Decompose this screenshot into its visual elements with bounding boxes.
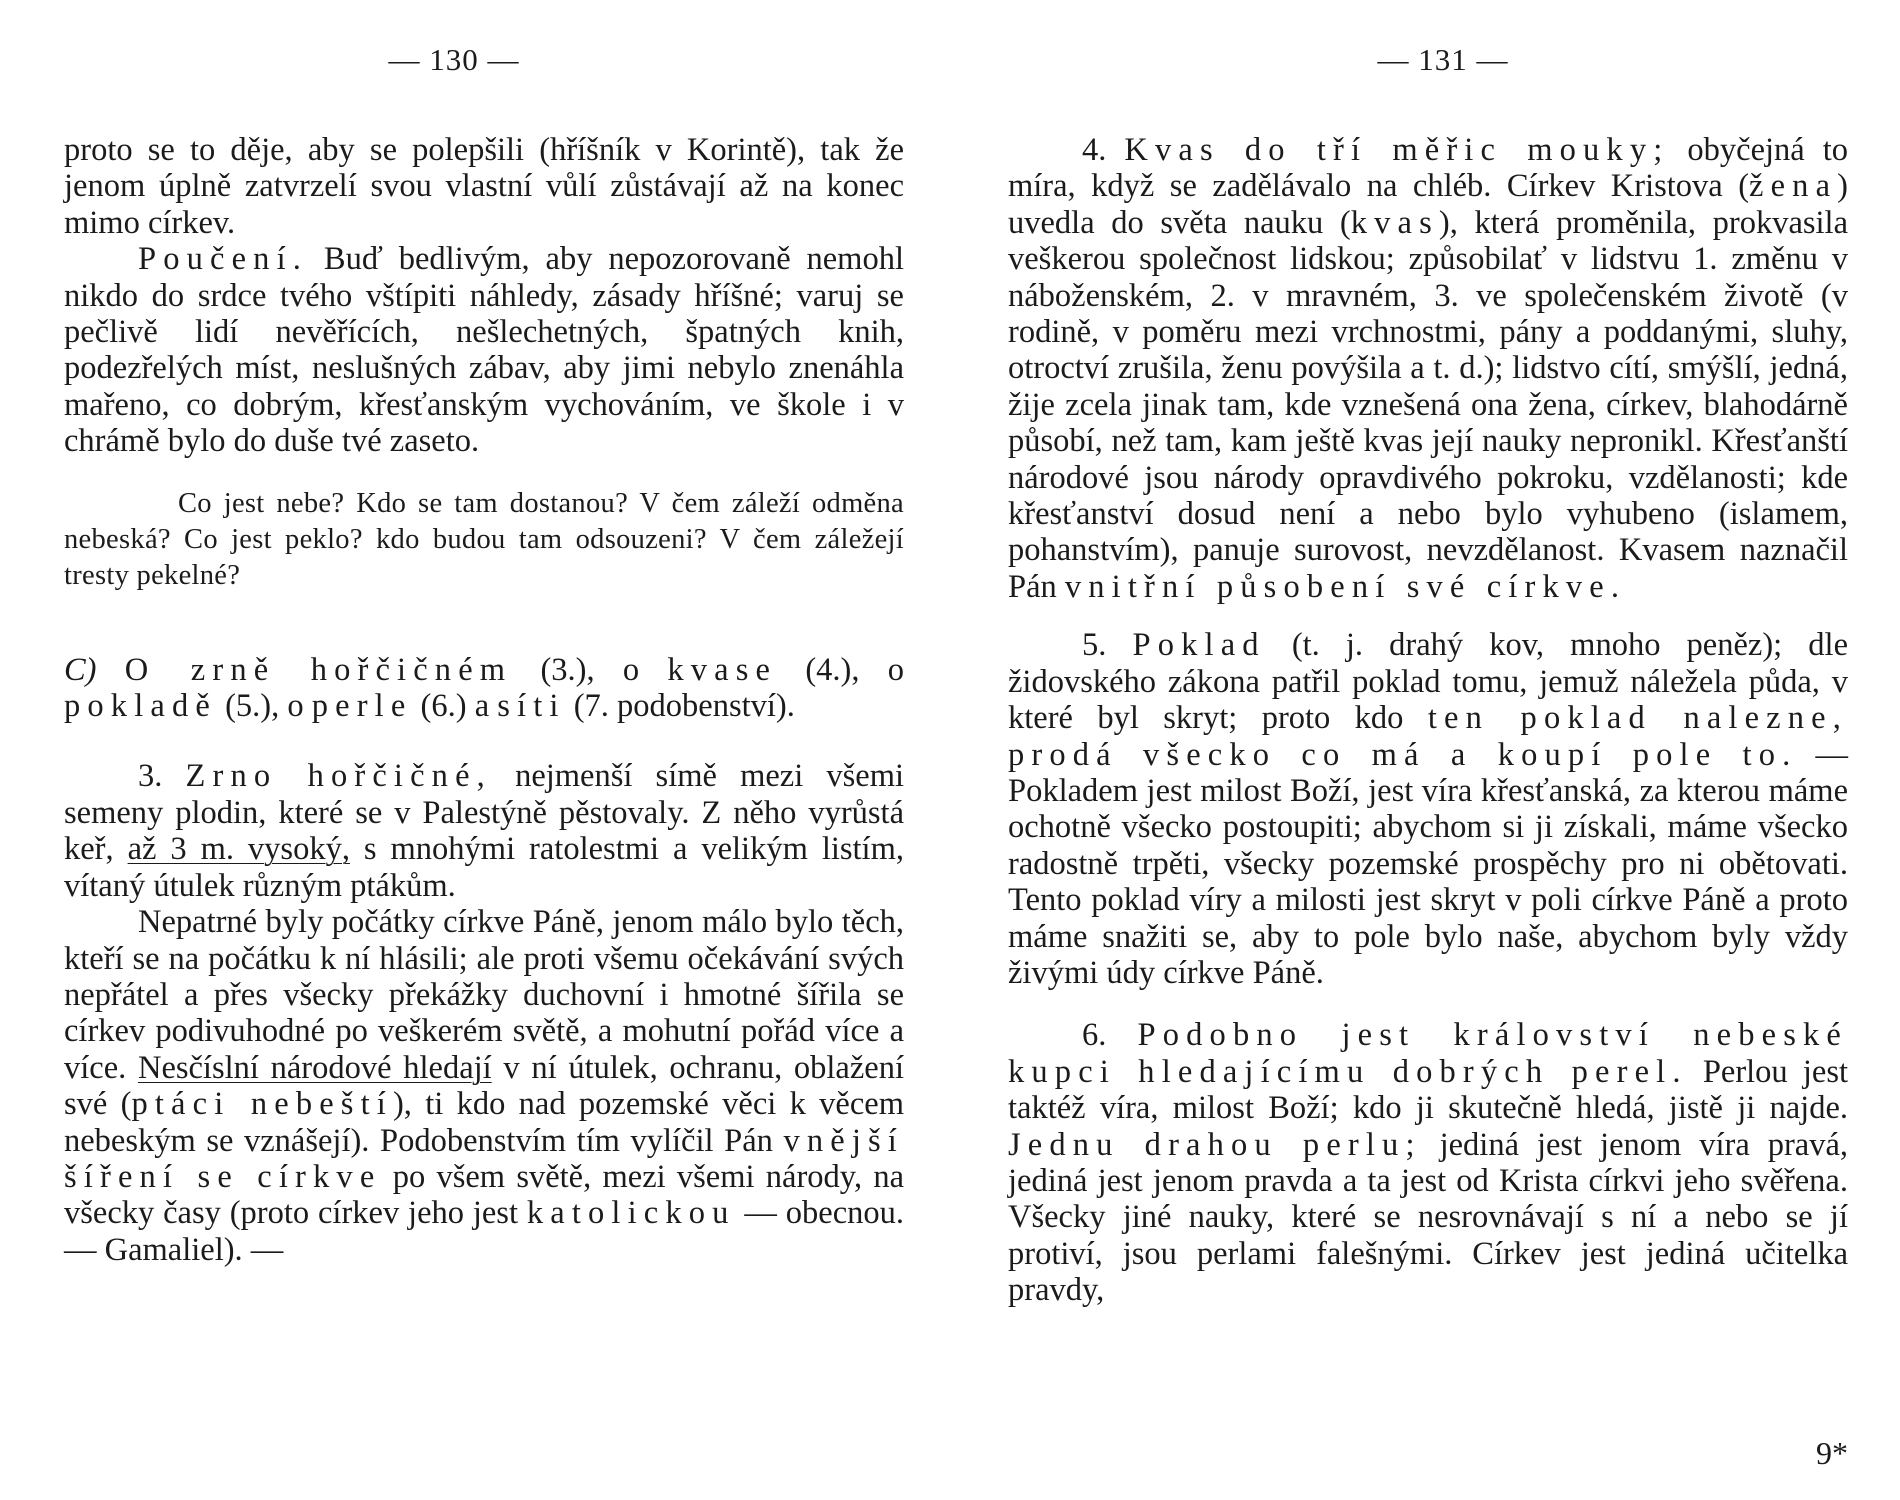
paragraph xyxy=(1008,132,1848,605)
text: — Pokladem jest milost Boží, jest víra křesťanská, za kterou máme ochotně všecko postoupiti; abychom si ji získali, máme všecko radostně trpěti, všecky pozemské prospěchy pro ni obětovati. Tento poklad víry a milosti jest skryt v poli církve Páně a proto máme snažiti se, aby to pole bylo naše, abychom byly vždy živými údy církve Páně. xyxy=(1008,736,1848,991)
spaced-text: žena xyxy=(1749,168,1838,205)
text: (3.), o xyxy=(540,651,640,688)
text: v ní útulek, ochranu, oblažení své ( xyxy=(64,1049,904,1123)
section-letter: C) xyxy=(64,651,97,688)
spaced-text: O zrně hořčičném xyxy=(124,651,513,688)
text: (6.) a xyxy=(420,688,490,725)
paragraph xyxy=(1008,627,1848,991)
text: s mnohými ratolestmi a velikým listím, vítaný útulek různým ptákům. xyxy=(64,831,904,904)
text: ) uvedla do světa nauku ( xyxy=(1008,168,1848,241)
spaced-text: vnější šíření se církve xyxy=(64,1122,904,1195)
spaced-text: pokladě xyxy=(64,688,217,725)
spaced-text: ptáci nebeští xyxy=(131,1086,393,1123)
spaced-text: ten poklad nalezne, prodá všecko co má a koupí pole to. xyxy=(1008,700,1848,773)
number: 4. xyxy=(1082,132,1107,168)
spaced-text: Poklad xyxy=(1132,627,1266,664)
text: — obecnou. — Gamaliel). — xyxy=(64,1195,905,1268)
text: ), ti kdo nad pozemské věci k věcem nebeským se vznášejí). Podobenstvím tím vylíčil Pán xyxy=(64,1086,904,1159)
text: Co jest nebe? Kdo se tam dostanou? V čem záleží odměna nebeská? Co jest peklo? kdo budou tam odsouzeni? V čem záležejí tresty pekelné? xyxy=(64,487,904,591)
spaced-text: kvas xyxy=(1350,204,1439,241)
section-heading xyxy=(64,652,904,725)
spaced-text: Zrno hořčičné, xyxy=(185,758,492,795)
spaced-text: Podobno jest království nebeské kupci hledajícímu dobrých perel. xyxy=(1008,1017,1849,1090)
spaced-text: vnitřní působení své církve. xyxy=(1064,568,1627,605)
number: 6. xyxy=(1082,1017,1107,1054)
paragraph xyxy=(64,758,904,904)
paragraph xyxy=(64,904,904,1268)
review-questions xyxy=(64,486,904,594)
text: (7. podobenství). xyxy=(573,688,795,725)
left-page xyxy=(64,0,904,1500)
text: Nepatrné byly počátky církve Páně, jenom málo bylo těch, kteří se na počátku k ní hlásili; ale proti všemu očekávání svých nepřátel a přes všecky překážky duchovní i hmotné šířila se církev podivuhodné po veškerém světě, a mohutní pořád více a více. xyxy=(64,904,904,1086)
spaced-text: Jednu drahou perlu; xyxy=(1008,1126,1422,1163)
number: 5. xyxy=(1082,627,1107,664)
spaced-text: katolickou xyxy=(526,1195,736,1232)
spaced-text: perle xyxy=(311,688,413,725)
page-body xyxy=(64,132,904,1268)
text: po všem světě, mezi všemi národy, na všecky časy (proto církev jeho jest xyxy=(64,1158,905,1232)
text: Perlou jest taktéž víra, milost Boží; kdo ji skutečně hledá, jistě ji najde. xyxy=(1008,1053,1848,1127)
text: Buď bedlivým, aby nepozorovaně nemohl nikdo do srdce tvého vštípiti náhledy, zásady hříšné; varuj se pečlivě lidí nevěřících, nešlechetných, špatných knih, podezřelých míst, neslušných zábav, aby jimi nebylo znenáhla mařeno, co dobrým, křesťanským vychováním, ve škole i v chrámě bylo do duše tvé zaseto. xyxy=(64,241,904,460)
signature-mark: 9* xyxy=(1816,1435,1848,1471)
text: obyčejná to míra, když se zadělávalo na chléb. Církev Kristova ( xyxy=(1008,132,1848,205)
spaced-text: síti xyxy=(497,688,566,725)
text: (t. j. drahý kov, mnoho peněz); dle židovského zákona patřil poklad tomu, jemuž náležela půda, v které byl skryt; proto kdo xyxy=(1008,627,1849,737)
paragraph xyxy=(64,132,904,241)
paragraph xyxy=(1008,1017,1848,1308)
spaced-text: kvase xyxy=(667,651,778,688)
text: (5.), o xyxy=(225,688,304,725)
text: jediná jest jenom víra pravá, jediná jest jenom pravda a ta jest od Krista církvi jeho svěřena. Všecky jiné nauky, které se nesrovnávají s ní a nebo se jí protiví, jsou perlami falešnými. Církev jest jediná učitelka pravdy, xyxy=(1008,1126,1848,1309)
spaced-label: Poučení. xyxy=(138,241,309,278)
number: 3. xyxy=(138,758,163,795)
spaced-text: Kvas do tří měřic mouky; xyxy=(1124,132,1670,168)
paragraph xyxy=(64,241,904,459)
page-number: — 131 — xyxy=(1377,42,1509,77)
right-page xyxy=(1008,0,1848,1500)
page-body xyxy=(1008,132,1848,1309)
page-number: — 130 — xyxy=(388,42,520,77)
text: (4.), o xyxy=(805,651,905,688)
text: ), která proměnila, prokvasila veškerou společnost lidskou; způsobilať v lidstvu 1. změnu v náboženském, 2. v mravném, 3. ve společenském životě (v rodině, v poměru mezi vrchnostmi, pány a poddanými, sluhy, otroctví zrušila, ženu povýšila a t. d.); lidstvo cítí, smýšlí, jedná, žije zcela jinak tam, kde vznešená ona žena, církev, blahodárně působí, než tam, kam ještě kvas její nauky nepronikl. Křesťanští národové jsou národy opravdivého pokroku, vzdělanosti; kde křesťanství dosud není a nebo bylo vyhubeno (islamem, pohanstvím), panuje surovost, nevzdělanost. Kvasem naznačil Pán xyxy=(1008,204,1848,605)
underlined-text: Nesčíslní národové hledají xyxy=(137,1049,492,1086)
text: nejmenší símě mezi všemi semeny plodin, které se v Palestýně pěstovaly. Z něho vyrůstá keř, xyxy=(64,758,905,868)
text: proto se to děje, aby se polepšili (hříšník v Korintě), tak že jenom úplně zatvrzelí svou vlastní vůlí zůstávají až na konec mimo církev. xyxy=(64,132,904,241)
underlined-text: až 3 m. vysoký, xyxy=(127,831,350,868)
